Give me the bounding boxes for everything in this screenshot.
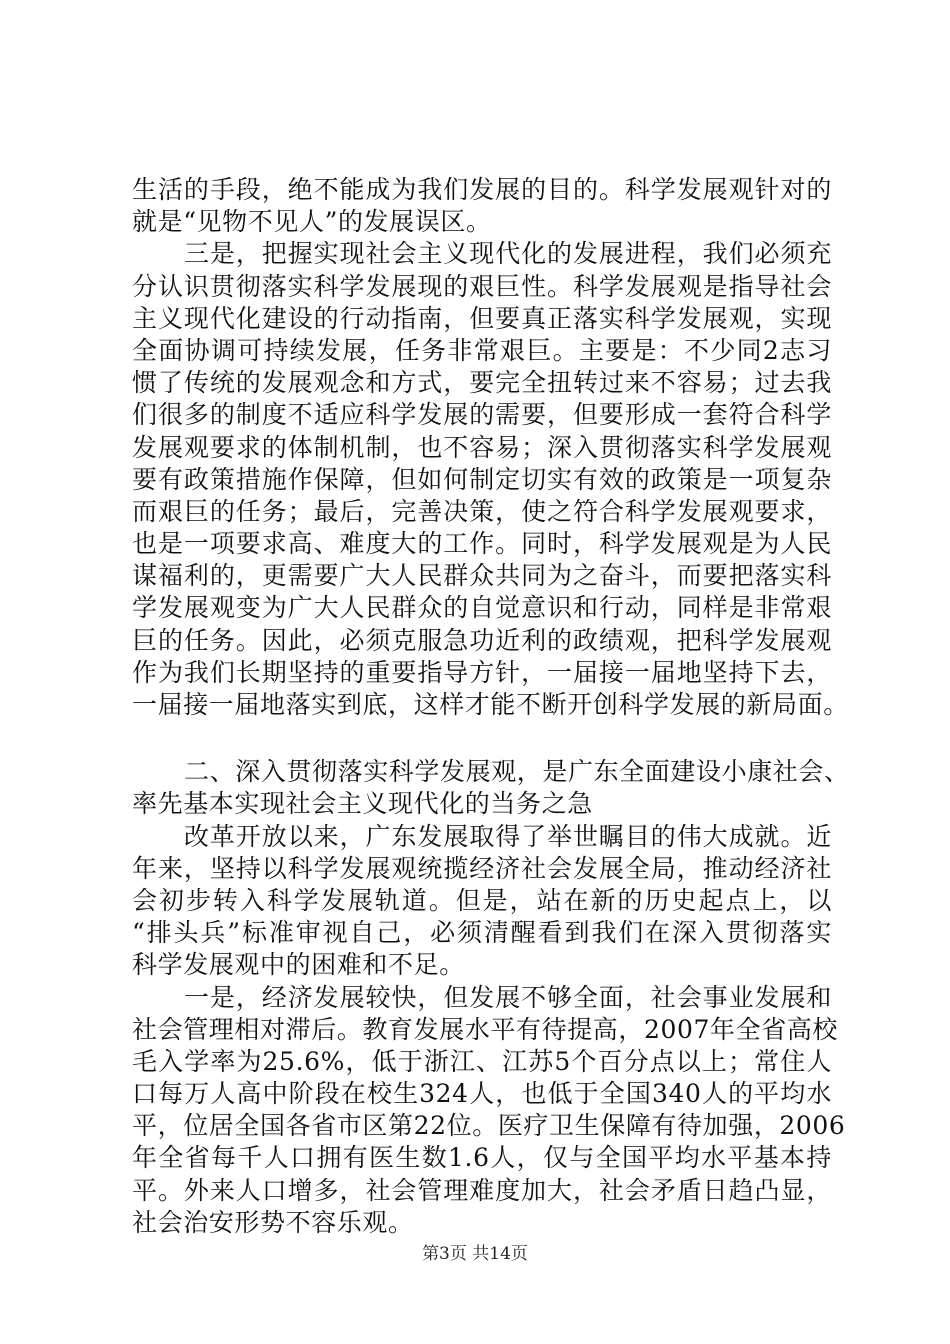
paragraph-start-line: 三是，把握实现社会主义现代化的发展进程，我们必须充 — [184, 239, 832, 269]
text-line: 平。外来人口增多，社会管理难度加大，社会矛盾日趋凸显， — [132, 1175, 832, 1205]
text-line: 要有政策措施作保障，但如何制定切实有效的政策是一项复杂 — [132, 464, 832, 494]
page-number-footer: 第3页 共14页 — [422, 1244, 528, 1264]
text-line: 惯了传统的发展观念和方式，要完全扭转过来不容易；过去我 — [132, 368, 832, 398]
text-line: 全面协调可持续发展，任务非常艰巨。主要是：不少同2志习 — [132, 335, 832, 365]
text-line: 社会管理相对滞后。教育发展水平有待提高，2007年全省高校 — [132, 1014, 839, 1044]
text-line: 谋福利的，更需要广大人民群众共同为之奋斗，而要把落实科 — [132, 561, 832, 591]
text-line: 发展观要求的体制机制，也不容易；深入贯彻落实科学发展观 — [132, 432, 832, 462]
text-line: 们很多的制度不适应科学发展的需要，但要形成一套符合科学 — [132, 400, 832, 430]
text-line: 作为我们长期坚持的重要指导方针，一届接一届地坚持下去， — [132, 657, 832, 687]
text-line: 生活的手段，绝不能成为我们发展的目的。科学发展观针对的 — [132, 175, 832, 204]
text-line: 分认识贯彻落实科学发展现的艰巨性。科学发展观是指导社会 — [132, 271, 832, 301]
text-line: 巨的任务。因此，必须克服急功近利的政绩观，把科学发展观 — [132, 625, 832, 655]
text-line: 口每万人高中阶段在校生324人，也低于全国340人的平均水 — [132, 1079, 832, 1109]
text-line: 社会治安形势不容乐观。 — [132, 1207, 414, 1237]
text-line: 就是“见物不见人”的发展误区。 — [132, 207, 492, 237]
text-line: 而艰巨的任务；最后，完善决策，使之符合科学发展观要求， — [132, 496, 832, 526]
text-line: 科学发展观中的困难和不足。 — [132, 950, 465, 980]
text-line: 学发展观变为广大人民群众的自觉意识和行动，同样是非常艰 — [132, 593, 832, 623]
section-heading-line: 二、深入贯彻落实科学发展观，是广东全面建设小康社会、 — [184, 757, 850, 787]
text-line: 年全省每千人口拥有医生数1.6人，仅与全国平均水平基本持 — [132, 1143, 832, 1173]
text-line: 也是一项要求高、难度大的工作。同时，科学发展观是为人民 — [132, 529, 832, 559]
text-line: 年来，坚持以科学发展观统揽经济社会发展全局，推动经济社 — [132, 853, 832, 883]
text-line: “排头兵”标准审视自己，必须清醒看到我们在深入贯彻落实 — [132, 918, 832, 948]
text-line: 一届接一届地落实到底，这样才能不断开创科学发展的新局面。 — [132, 690, 849, 719]
text-line: 平，位居全国各省市区第22位。医疗卫生保障有待加强，2006 — [132, 1111, 846, 1141]
paragraph-start-line: 改革开放以来，广东发展取得了举世瞩目的伟大成就。近 — [184, 821, 832, 851]
text-line: 毛入学率为25.6%，低于浙江、江苏5个百分点以上；常住人 — [132, 1046, 832, 1076]
document-body — [132, 174, 850, 1239]
section-heading-line: 率先基本实现社会主义现代化的当务之急 — [132, 789, 593, 819]
text-line: 主义现代化建设的行动指南，但要真正落实科学发展观，实现 — [132, 303, 832, 333]
paragraph-gap — [132, 721, 832, 756]
paragraph-start-line: 一是，经济发展较快，但发展不够全面，社会事业发展和 — [184, 982, 832, 1012]
text-line: 会初步转入科学发展轨道。但是，站在新的历史起点上，以 — [132, 885, 832, 915]
